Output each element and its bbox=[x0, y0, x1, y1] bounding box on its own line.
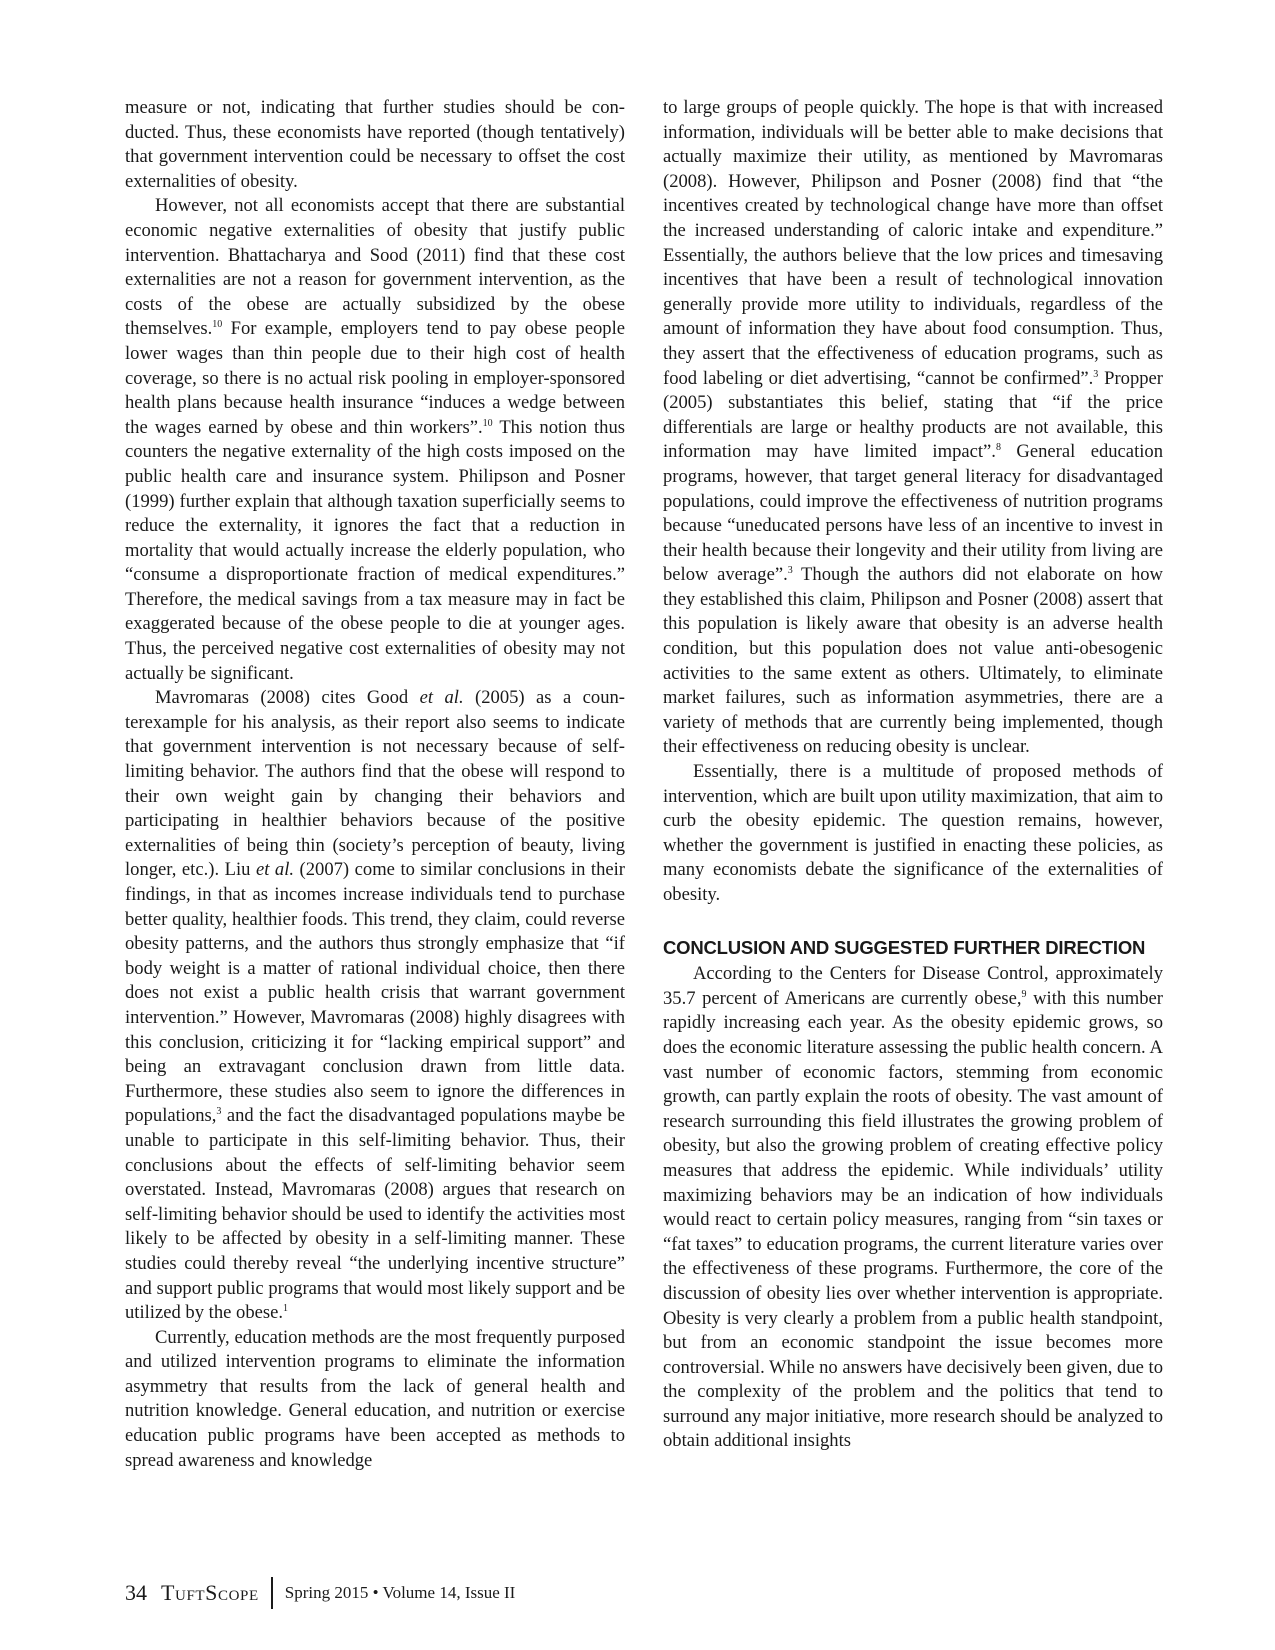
paragraph-text: For example, employers tend to pay obese people lower wages than thin people due to their high cost of health coverage, so there is no actual risk pooling in employer-sponsored health plans because health insurance “induces a wedge between the wages earned by obese and thin workers”. bbox=[125, 318, 625, 438]
issue-info: Spring 2015 • Volume 14, Issue II bbox=[284, 1583, 516, 1602]
paragraph-text: and the fact the disadvantaged populations maybe be unable to participate in this self-limiting behavior. Thus, their conclusions about the effects of self-limiting behavior seem overstated. Instead, Mavromaras (2008) argues that research on self-limiting behavior should be used to identify the activities most likely to be affected by obesity in a self-limiting manner. These studies could thereby reveal “the underlying incentive structure” and support public programs that would most likely support and be utilized by the obese. bbox=[125, 1105, 625, 1324]
left-column bbox=[125, 96, 625, 1473]
et-al: et al. bbox=[255, 859, 295, 881]
paragraph-text: According to the Centers for Disease Control, approximately 35.7 percent of Americans are currently obese, bbox=[663, 963, 1163, 1009]
paragraph-text: General education programs, however, that target general literacy for disadvantaged populations, could improve the effectiveness of nutrition programs because “uneducated persons have less of an incentive to invest in their health because their longevity and their utility from living are below average”. bbox=[663, 441, 1163, 586]
citation-ref: 10 bbox=[212, 319, 223, 331]
paragraph bbox=[663, 96, 1163, 760]
citation-ref: 10 bbox=[482, 417, 493, 429]
section-heading: CONCLUSION AND SUGGESTED FURTHER DIRECTION bbox=[663, 936, 1146, 958]
paragraph-text: Though the authors did not elaborate on how they established this claim, Philipson and Posner (2008) assert that this population is likely aware that obesity is an adverse health condition, but this population does not value anti-obesogenic activities to the same extent as others. Ultimately, to eliminate market failures, such as information asymmetries, there are a variety of methods that are currently being implemented, though their effectiveness on reducing obesity is unclear. bbox=[663, 564, 1163, 758]
paragraph bbox=[125, 96, 625, 194]
citation-ref: 3 bbox=[787, 565, 793, 577]
citation-ref: 1 bbox=[283, 1303, 289, 1315]
citation-ref: 9 bbox=[1021, 988, 1027, 1000]
paragraph-text: (2007) come to similar conclusions in their findings, in that as incomes increase individuals tend to purchase better quality, healthier foods. This trend, they claim, could reverse obesity patterns, and the authors thus strongly emphasize that “if body weight is a matter of rational individual choice, then there does not exist a public health crisis that warrant government intervention.” However, Mavromaras (2008) highly disagrees with this conclusion, criticizing it for “lacking empirical support” and being an extravagant conclusion drawn from little data. Furthermore, these studies also seem to ignore the differences in populations, bbox=[125, 859, 625, 1127]
citation-ref: 3 bbox=[1093, 368, 1099, 380]
paragraph-text: Essentially, there is a multitude of proposed methods of intervention, which are built upon utility maximization, that aim to curb the obesity epidemic. The question remains, however, whether the government is justified in enacting these policies, as many economists debate the significance of the externalities of obesity. bbox=[663, 761, 1163, 905]
paragraph-text: This notion thus counters the negative externality of the high costs imposed on the public health care and insurance system. Philipson and Posner (1999) further explain that although taxation superficially seems to reduce the externality, it ignores the fact that a reduction in mortality that would actually increase the elderly population, who “consume a disproportionate fraction of medical expenditures.” Therefore, the medical savings from a tax measure may in fact be exaggerated because of the obese people to die at younger ages. Thus, the perceived negative cost externalities of obesity may not actually be significant. bbox=[125, 416, 626, 684]
journal-name: TuftScope bbox=[161, 1580, 259, 1605]
paragraph-text: Propper (2005) substantiates this belief, stating that “if the price differentials are large or healthy products are not available, this information may have limited impact”. bbox=[663, 367, 1163, 463]
paragraph-text: Currently, education methods are the most frequently purposed and utilized intervention programs to eliminate the information asymmetry that results from the lack of general health and nutrition knowledge. General education, and nutrition or exercise education public programs have been accepted as methods to spread awareness and knowledge bbox=[125, 1326, 625, 1471]
right-column bbox=[663, 96, 1163, 1454]
page-footer bbox=[125, 1576, 515, 1610]
citation-ref: 8 bbox=[995, 442, 1001, 454]
paragraph bbox=[663, 962, 1163, 1454]
paragraph-text: (2005) as a counterexample for his analysis, as their report also seems to indicate that government intervention is not necessary because of self-limiting behavior. The authors find that the obese will respond to their own weight gain by changing their behaviors and participating in healthier behaviors because of the positive externalities of being thin (society’s perception of beauty, living longer, etc.). Liu bbox=[125, 687, 625, 881]
page-number: 34 bbox=[125, 1580, 147, 1605]
paragraph bbox=[663, 760, 1163, 908]
paragraph-text: measure or not, indicating that further studies should be conducted. Thus, these economists have reported (though tentatively) that government intervention could be necessary to offset the cost externalities of obesity. bbox=[125, 97, 625, 192]
citation-ref: 3 bbox=[216, 1106, 222, 1118]
paragraph-text: Mavromaras (2008) cites Good bbox=[155, 687, 420, 709]
paragraph-text: with this number rapidly increasing each year. As the obesity epidemic grows, so does the economic literature assessing the public health concern. A vast number of economic factors, stemming from economic growth, can partly explain the roots of obesity. The vast amount of research surrounding this field illustrates the growing problem of obesity, but also the growing problem of creating effective policy measures that address the epidemic. While individuals’ utility maximizing behaviors may be an indication of how individuals would react to certain policy measures, ranging from “sin taxes or “fat taxes” to education programs, the current literature varies over the effectiveness of these programs. Furthermore, the core of the discussion of obesity lies over whether intervention is appropriate. Obesity is very clearly a problem from a public health standpoint, but from an economic standpoint the issue becomes more controversial. While no answers have decisively been given, due to the complexity of the problem and the politics that tend to surround any major initiative, more research should be analyzed to obtain additional insights bbox=[663, 987, 1163, 1452]
et-al: et al. bbox=[419, 687, 464, 709]
paragraph-text: However, not all economists accept that there are substantial economic negative externalities of obesity that justify public intervention. Bhattacharya and Sood (2011) find that these cost externalities are not a reason for government intervention, as the costs of the obese are actually subsidized by the obese themselves. bbox=[125, 195, 625, 340]
paragraph bbox=[125, 686, 625, 1325]
paragraph bbox=[125, 194, 625, 686]
paragraph-text: to large groups of people quickly. The hope is that with increased information, individuals will be better able to make decisions that actually maximize their utility, as mentioned by Mavromaras (2008). However, Philipson and Posner (2008) find that “the incentives created by technological change have more than offset the increased understanding of caloric intake and expenditure.” Essentially, the authors believe that the low prices and timesaving incentives that have been a result of technological innovation generally provide more utility to individuals, regardless of the amount of information they have about food consumption. Thus, they assert that the effectiveness of education programs, such as food labeling or diet advertising, “cannot be confirmed”. bbox=[663, 97, 1163, 389]
footer-divider bbox=[271, 1577, 273, 1609]
paragraph bbox=[125, 1326, 625, 1474]
